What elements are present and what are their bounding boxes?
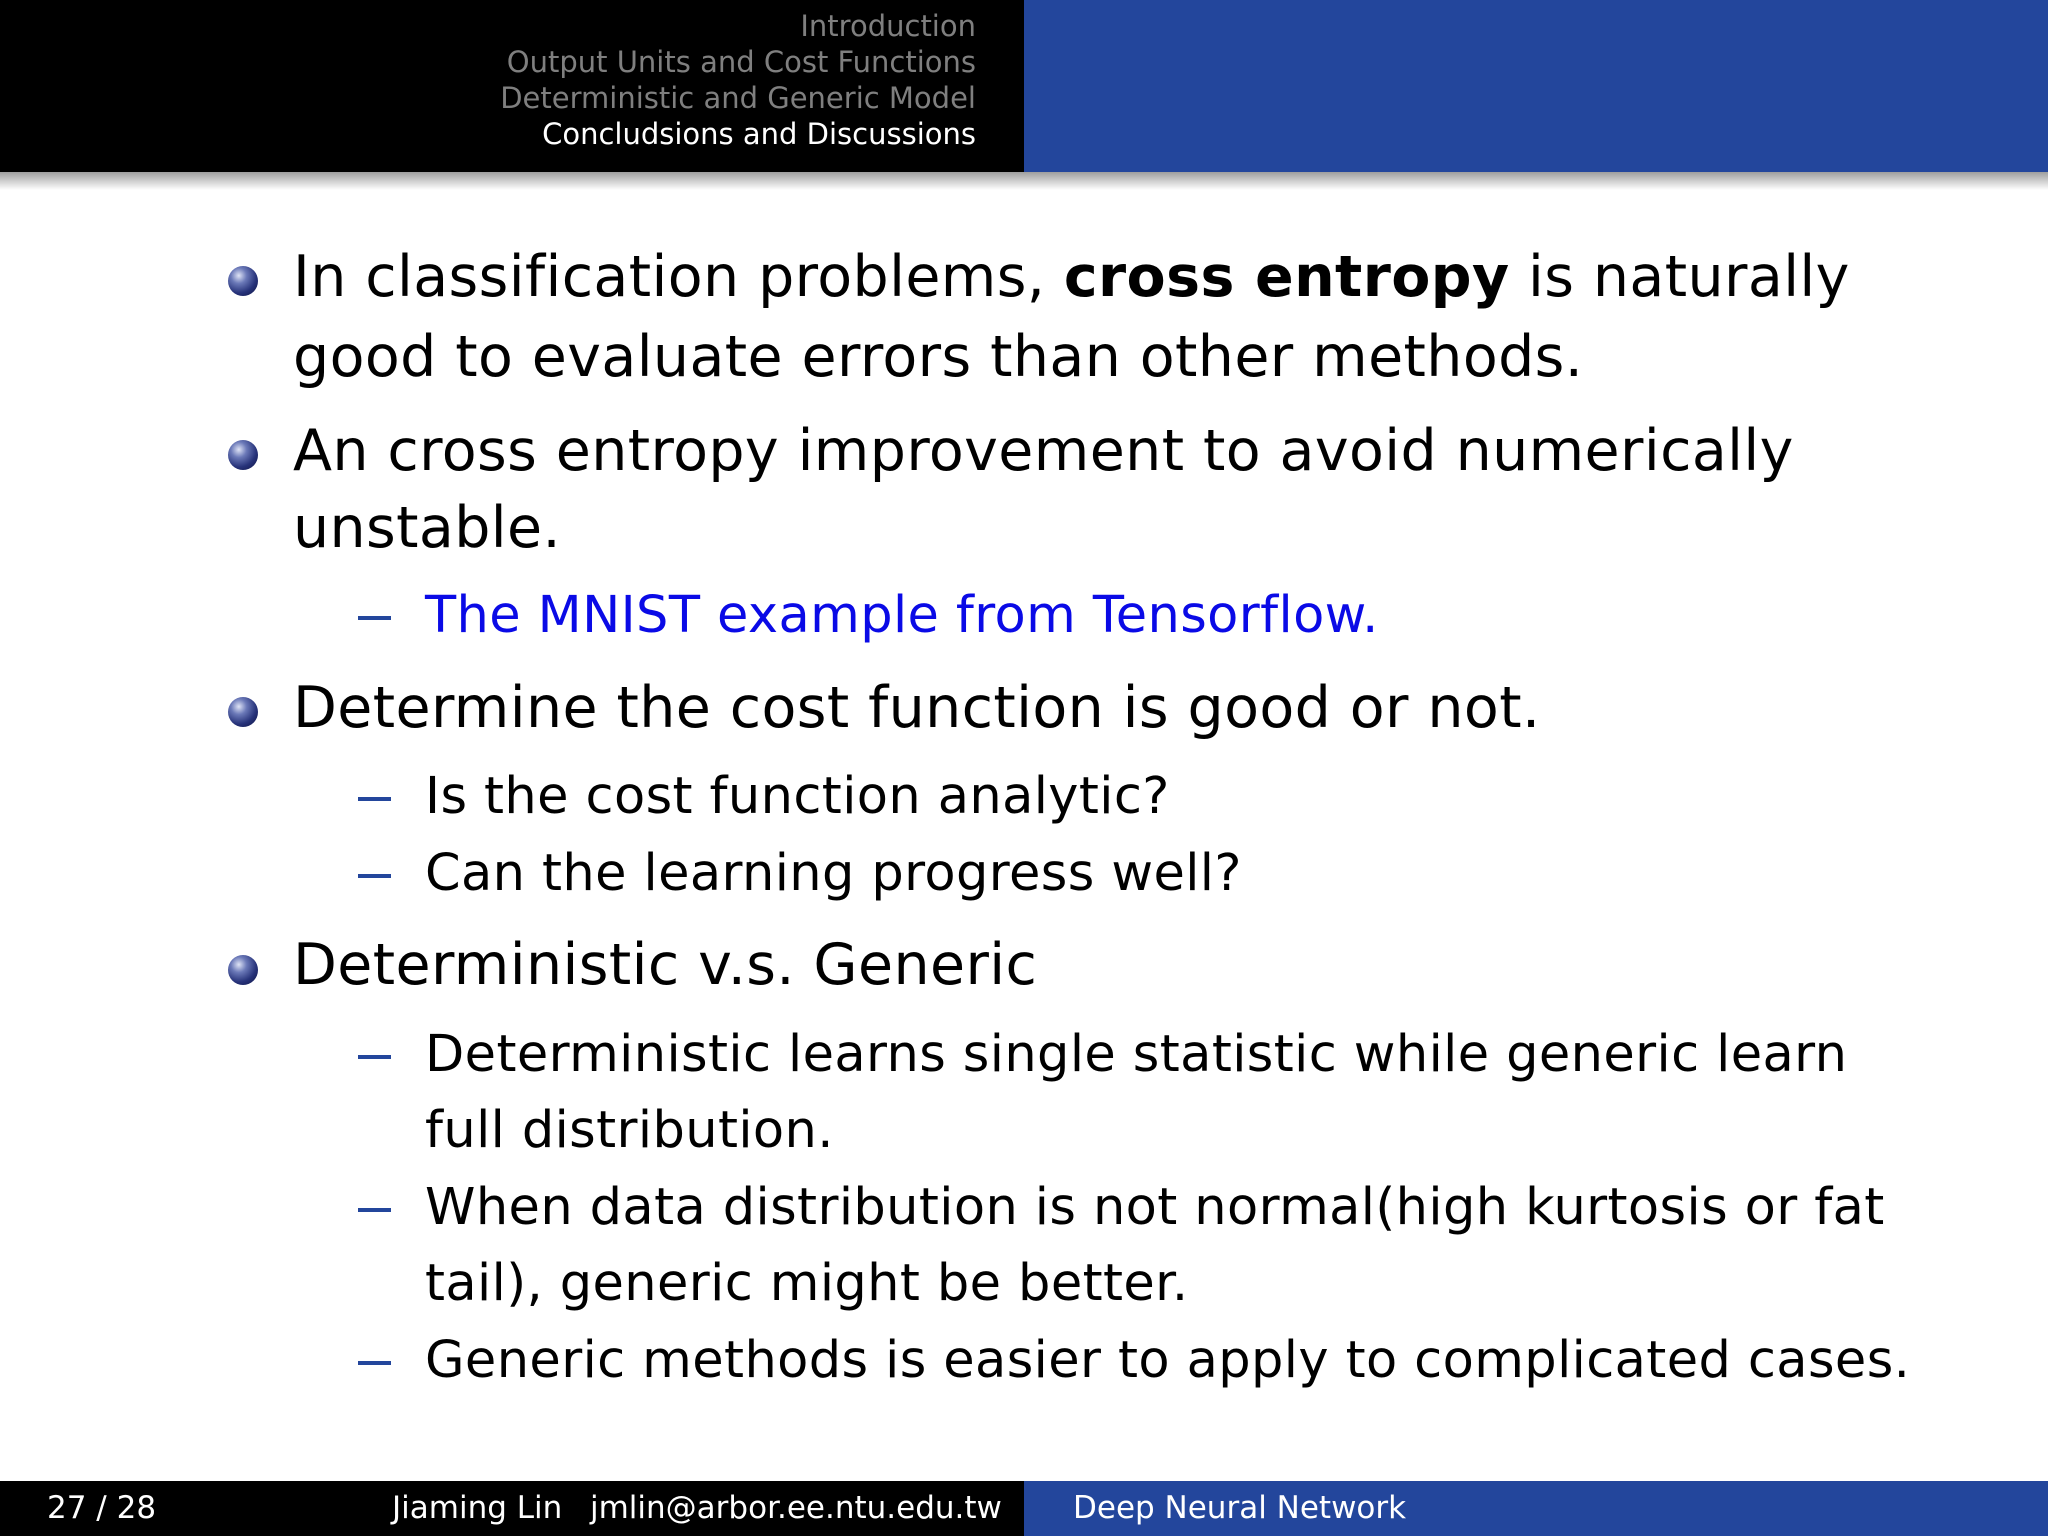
item4-sub1-line1: Deterministic learns single statistic while generic learn [425, 1025, 1848, 1084]
dash-icon [358, 1361, 391, 1365]
item1-text-post: is naturally [1509, 244, 1850, 310]
item4-sub1-line2: full distribution. [425, 1101, 834, 1160]
bullet-icon [228, 955, 258, 985]
item4-sub2-line1: When data distribution is not normal(high kurtosis or fat [425, 1178, 1885, 1237]
bullet-icon [228, 697, 258, 727]
section-link-introduction[interactable]: Introduction [800, 9, 976, 43]
item1-text-bold: cross entropy [1063, 244, 1510, 310]
dash-icon [358, 874, 391, 878]
bullet-icon [228, 440, 258, 470]
footer-author: Jiaming Lin [392, 1490, 563, 1526]
item2-line2: unstable. [293, 495, 562, 561]
item4-sub3: Generic methods is easier to apply to complicated cases. [425, 1331, 1911, 1390]
footer-presentation-title: Deep Neural Network [1073, 1490, 1407, 1526]
footer-email: jmlin@arbor.ee.ntu.edu.tw [590, 1490, 1002, 1526]
dash-icon [358, 616, 391, 620]
item3-sub1: Is the cost function analytic? [425, 767, 1170, 826]
footer-right-panel [1024, 1481, 2048, 1536]
item1-line2: good to evaluate errors than other methods. [293, 324, 1584, 390]
dash-icon [358, 1055, 391, 1059]
item3-sub2: Can the learning progress well? [425, 844, 1242, 903]
item2-sub-link-line [425, 578, 1379, 654]
header-shadow [0, 172, 2048, 190]
item2-line1: An cross entropy improvement to avoid numerically [293, 418, 1794, 484]
bullet-icon [228, 266, 258, 296]
section-navigation [24, 8, 1024, 152]
footer-bar [0, 1481, 2048, 1536]
item4-line1: Deterministic v.s. Generic [293, 932, 1038, 998]
item1-line1 [293, 238, 1850, 316]
section-link-output-units[interactable]: Output Units and Cost Functions [506, 45, 976, 79]
mnist-tensorflow-link[interactable]: The MNIST example from Tensorflow. [425, 586, 1379, 645]
page-number: 27 / 28 [47, 1490, 157, 1526]
item3-line1: Determine the cost function is good or not. [293, 675, 1541, 741]
header-right-panel [1024, 0, 2048, 172]
header-bar [0, 0, 2048, 172]
section-link-deterministic-generic[interactable]: Deterministic and Generic Model [500, 81, 976, 115]
dash-icon [358, 1208, 391, 1212]
section-link-conclusions[interactable]: Concludsions and Discussions [542, 117, 976, 151]
item1-text-pre: In classification problems, [293, 244, 1064, 310]
item4-sub2-line2: tail), generic might be better. [425, 1254, 1189, 1313]
dash-icon [358, 797, 391, 801]
footer-left-panel [0, 1481, 1024, 1536]
